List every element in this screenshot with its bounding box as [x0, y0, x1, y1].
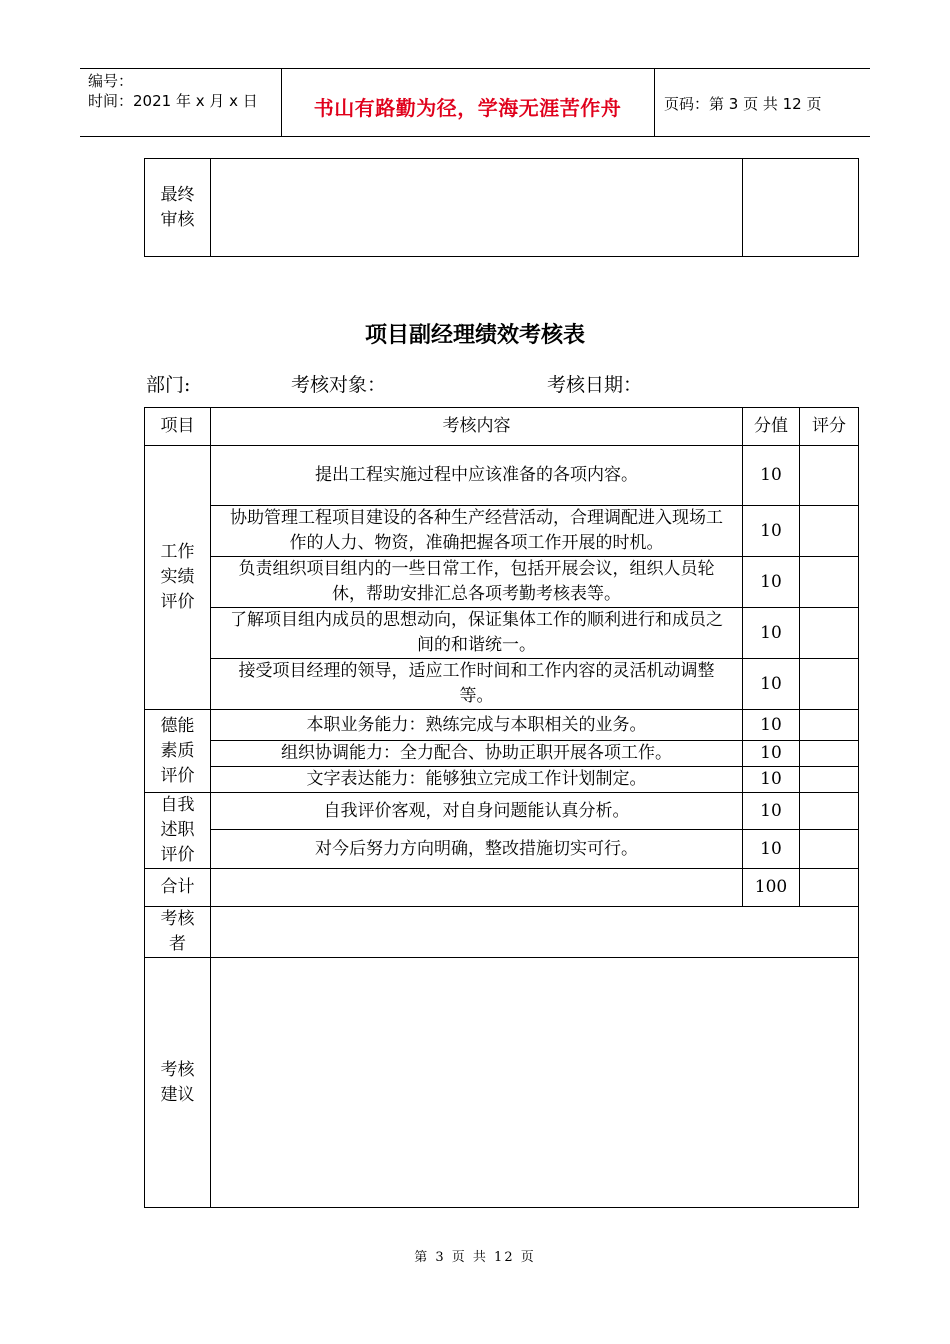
- department-label: 部门:: [146, 374, 191, 396]
- criterion-score: 10: [743, 741, 800, 767]
- criterion-score: 10: [743, 793, 800, 830]
- header-divider: [654, 68, 655, 136]
- table-row: [145, 557, 859, 608]
- page-indicator: 页码：第 3 页 共 12 页: [664, 95, 822, 113]
- form-title: 项目副经理绩效考核表: [364, 323, 585, 348]
- criterion-content: 提出工程实施过程中应该准备的各项内容。: [211, 446, 743, 506]
- section-label-quality: 德能 素质 评价: [145, 710, 211, 793]
- total-rating-cell[interactable]: [800, 869, 859, 907]
- page-footer: 第 3 页 共 12 页: [414, 1250, 536, 1265]
- suggestion-input-cell[interactable]: [211, 958, 859, 1208]
- header-score: 分值: [743, 408, 800, 446]
- total-score: 100: [743, 869, 800, 907]
- table-row: [145, 659, 859, 710]
- table-row: [145, 710, 859, 741]
- criterion-content: 自我评价客观，对自身问题能认真分析。: [211, 793, 743, 830]
- rating-cell[interactable]: [800, 741, 859, 767]
- reviewer-input-cell[interactable]: [211, 907, 859, 958]
- criterion-score: 10: [743, 830, 800, 869]
- criterion-content: 协助管理工程项目建设的各种生产经营活动，合理调配进入现场工作的人力、物资，准确把握各项工作开展的时机。: [211, 506, 743, 557]
- criterion-score: 10: [743, 446, 800, 506]
- criterion-content: 文字表达能力：能够独立完成工作计划制定。: [211, 767, 743, 793]
- header-top-rule: [80, 68, 870, 69]
- header-content: 考核内容: [211, 408, 743, 446]
- section-label-self: 自我 述职 评价: [145, 793, 211, 869]
- criterion-content: 组织协调能力：全力配合、协助正职开展各项工作。: [211, 741, 743, 767]
- suggestion-row: [145, 958, 859, 1208]
- table-row: [145, 741, 859, 767]
- table-row: [145, 793, 859, 830]
- table-row: [145, 767, 859, 793]
- header-bottom-rule: [80, 136, 870, 137]
- reviewer-row: [145, 907, 859, 958]
- criterion-content: 负责组织项目组内的一些日常工作，包括开展会议，组织人员轮休，帮助安排汇总各项考勤考核表等。: [211, 557, 743, 608]
- header-rating: 评分: [800, 408, 859, 446]
- total-content-cell: [211, 869, 743, 907]
- header-item: 项目: [145, 408, 211, 446]
- criterion-score: 10: [743, 557, 800, 608]
- criterion-score: 10: [743, 710, 800, 741]
- section-label-work: 工作 实绩 评价: [145, 446, 211, 710]
- rating-cell[interactable]: [800, 793, 859, 830]
- assessment-table: [144, 407, 859, 1208]
- final-review-sign-cell[interactable]: [743, 159, 859, 257]
- criterion-content: 接受项目经理的领导，适应工作时间和工作内容的灵活机动调整等。: [211, 659, 743, 710]
- reviewer-label: 考核 者: [145, 907, 211, 958]
- rating-cell[interactable]: [800, 557, 859, 608]
- criterion-score: 10: [743, 659, 800, 710]
- criterion-score: 10: [743, 767, 800, 793]
- criterion-score: 10: [743, 506, 800, 557]
- table-header-row: [145, 408, 859, 446]
- header-motto: 书山有路勤为径，学海无涯苦作舟: [313, 96, 622, 120]
- document-time-label: 时间：2021 年 x 月 x 日: [88, 92, 258, 110]
- rating-cell[interactable]: [800, 710, 859, 741]
- table-row: [145, 830, 859, 869]
- suggestion-label: 考核 建议: [145, 958, 211, 1208]
- criterion-content: 本职业务能力：熟练完成与本职相关的业务。: [211, 710, 743, 741]
- rating-cell[interactable]: [800, 446, 859, 506]
- total-row: [145, 869, 859, 907]
- rating-cell[interactable]: [800, 830, 859, 869]
- criterion-content: 了解项目组内成员的思想动向，保证集体工作的顺利进行和成员之间的和谐统一。: [211, 608, 743, 659]
- rating-cell[interactable]: [800, 767, 859, 793]
- assessment-subject-label: 考核对象：: [291, 374, 387, 396]
- final-review-table: [144, 158, 859, 257]
- table-row: [145, 446, 859, 506]
- document-number-label: 编号：: [88, 72, 134, 90]
- table-row: [145, 506, 859, 557]
- criterion-content: 对今后努力方向明确，整改措施切实可行。: [211, 830, 743, 869]
- total-label: 合计: [145, 869, 211, 907]
- rating-cell[interactable]: [800, 506, 859, 557]
- assessment-date-label: 考核日期：: [547, 374, 643, 396]
- table-row: [145, 608, 859, 659]
- criterion-score: 10: [743, 608, 800, 659]
- rating-cell[interactable]: [800, 659, 859, 710]
- rating-cell[interactable]: [800, 608, 859, 659]
- final-review-label: 最终 审核: [145, 159, 211, 257]
- final-review-content-cell[interactable]: [211, 159, 743, 257]
